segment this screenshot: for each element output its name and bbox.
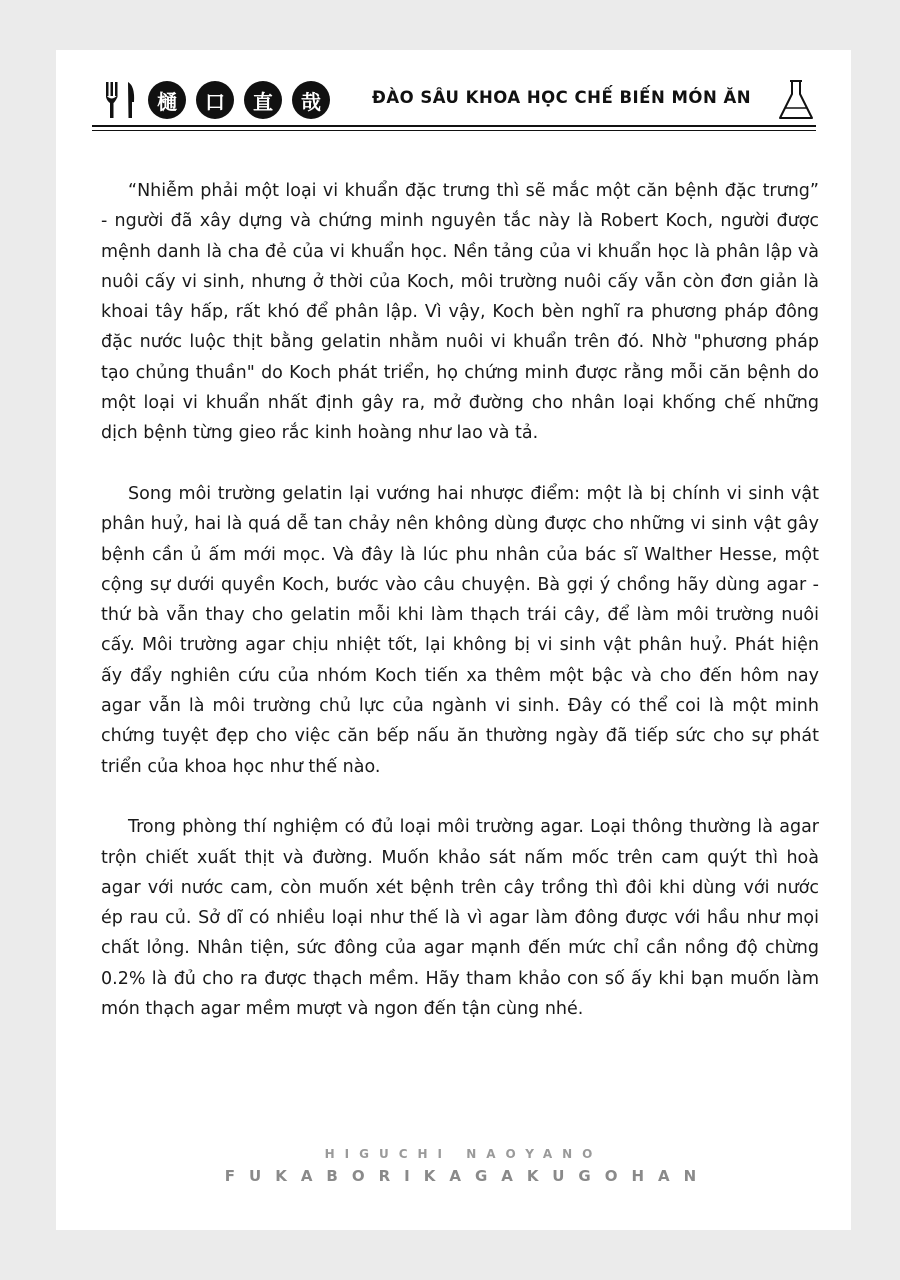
header-title: ĐÀO SÂU KHOA HỌC CHẾ BIẾN MÓN ĂN <box>372 88 752 107</box>
footer-series: FUKABORIKAGAKUGOHAN <box>224 1167 711 1185</box>
paragraph: Trong phòng thí nghiệm có đủ loại môi trường agar. Loại thông thường là agar trộn chiết xuất thịt và đường. Muốn khảo sát nấm mốc trên cam quýt thì hoà agar với nước cam, còn muốn xét bệnh trên cây trồng thì đôi khi dùng với nước ép rau củ. Sở dĩ có nhiều loại như thế là vì agar làm đông được với hầu như mọi chất lỏng. Nhân tiện, sức đông của agar mạnh đến mức chỉ cần nồng độ chừng 0.2% là đủ cho ra được thạch mềm. Hãy tham khảo con số ấy khi bạn muốn làm món thạch agar mềm mượt và ngon đến tận cùng nhé. <box>101 817 819 1020</box>
flask-icon <box>776 78 816 122</box>
logo-char: 樋 <box>148 81 186 119</box>
logo-char: 口 <box>196 81 234 119</box>
article-body <box>101 176 819 1055</box>
header-divider-thin <box>92 130 816 131</box>
paragraph: Song môi trường gelatin lại vướng hai nhược điểm: một là bị chính vi sinh vật phân huỷ, hai là quá dễ tan chảy nên không dùng được cho những vi sinh vật gây bệnh cần ủ ấm mới mọc. Và đây là lúc phu nhân của bác sĩ Walther Hesse, một cộng sự dưới quyền Koch, bước vào câu chuyện. Bà gợi ý chồng hãy dùng agar - thứ bà vẫn thay cho gelatin mỗi khi làm thạch trái cây, để làm môi trường nuôi cấy. Môi trường agar chịu nhiệt tốt, lại không bị vi sinh vật phân huỷ. Phát hiện ấy đẩy nghiên cứu của nhóm Koch tiến xa thêm một bậc và cho đến hôm nay agar vẫn là môi trường chủ lực của ngành vi sinh. Đây có thể coi là một minh chứng tuyệt đẹp cho việc căn bếp nấu ăn thường ngày đã tiếp sức cho sự phát triển của khoa học như thế nào. <box>101 483 819 777</box>
author-logo <box>148 78 330 122</box>
header <box>104 78 816 122</box>
header-divider <box>92 125 816 127</box>
fork-knife-icon <box>104 80 138 120</box>
paragraph: “Nhiễm phải một loại vi khuẩn đặc trưng thì sẽ mắc một căn bệnh đặc trưng” - người đã xây dựng và chứng minh nguyên tắc này là Robert Koch, người được mệnh danh là cha đẻ của vi khuẩn học. Nền tảng của vi khuẩn học là phân lập và nuôi cấy vi sinh, nhưng ở thời của Koch, môi trường nuôi cấy vẫn còn đơn giản là khoai tây hấp, rất khó để phân lập. Vì vậy, Koch bèn nghĩ ra phương pháp đông đặc nước luộc thịt bằng gelatin nhằm nuôi vi khuẩn trên đó. Nhờ "phương pháp tạo chủng thuần" do Koch phát triển, họ chứng minh được rằng mỗi căn bệnh do một loại vi khuẩn nhất định gây ra, mở đường cho nhân loại khống chế những dịch bệnh từng gieo rắc kinh hoàng như lao và tả. <box>101 181 819 444</box>
footer-author: HIGUCHI NAOYANO <box>324 1147 603 1161</box>
logo-char: 直 <box>244 81 282 119</box>
page <box>56 50 851 1230</box>
logo-char: 哉 <box>292 81 330 119</box>
